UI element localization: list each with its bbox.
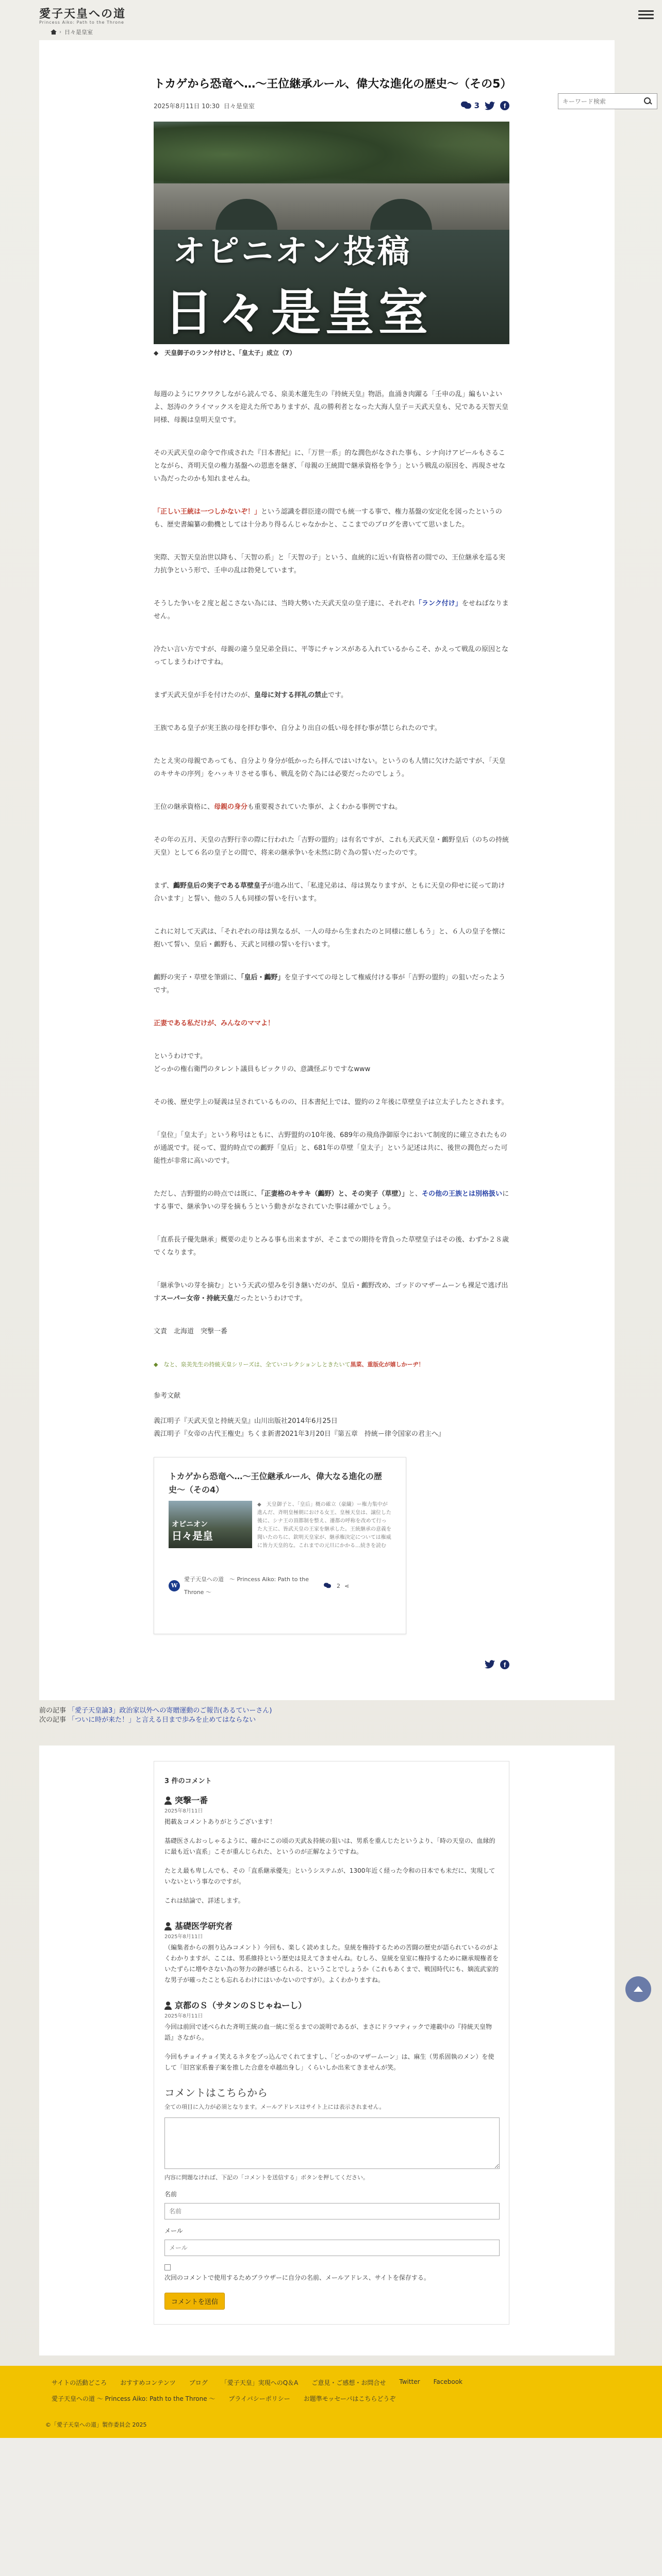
share-icon[interactable]: ⋖ [344,1582,350,1589]
site-logo[interactable] [39,5,127,26]
comment-date: 2025年8月11日 [164,2013,203,2019]
prev-label: 前の記事 [39,1707,67,1715]
paragraph [154,597,509,623]
wordpress-icon: W [169,1580,180,1591]
logo-text: 愛子天皇への道 [39,7,126,21]
footer-link[interactable]: 愛子天皇への道 〜 Princess Aiko: Path to the Throne 〜 [52,2395,216,2402]
paragraph: 「直系長子優先継承」概要の走りとみる事も出来ますが、そこまでの期待を背負った草壁皇子はその後、わずか２８歳でくなります。 [154,1236,509,1257]
next-label: 次の記事 [39,1716,67,1724]
embed-title[interactable]: トカゲから恐竜へ…〜王位継承ルール、偉大なる進化の歴史〜（その4） [169,1471,382,1495]
hero-text-line1: オピニオン投稿 [173,232,412,270]
paragraph: これに対して天武は、「それぞれの母は異なるが、一人の母から生まれたのと同様に慈しもう」と、６人の皇子を懐に抱いて誓い、皇后・鸕野も、天武と同様の誓いを行います。 [154,928,506,948]
article-body [154,388,509,1669]
embed-comment-count: 2 [337,1582,340,1589]
comment-author: 基礎医学研究者 [175,1921,233,1931]
twitter-icon[interactable] [485,1660,495,1669]
paragraph-text: 「継承争いの芽を摘む」という天武の望みを引き継いだのが、皇后・鸕野改め、ゴッドのマザームーンも裸足で逃げ出す [154,1282,508,1302]
paragraph [154,801,509,814]
comment-icon[interactable] [461,101,471,110]
comment-author: 突撃一番 [175,1795,208,1805]
paragraph [154,689,509,702]
paragraph-text: にする事で、継承争いの芽を摘もうという動きがなされていた事は確かでしょう。 [154,1190,509,1211]
paragraph: その後、歴史学上の疑義は呈されているものの、日本書紀上では、盟約の２年後に草壁皇子は立太子したとされます。 [154,1098,508,1106]
paragraph [154,971,509,997]
note-highlight: 黒菜、重版化が嬉しかーヂ！ [350,1361,424,1368]
paragraph: 冷たい言い方ですが、母親の違う皇兄弟全員に、平等にチャンスがある入れているからこそ、かえって戦乱の原因となってしまうわけですね。 [154,646,508,666]
paragraph-text: まず天武天皇が手を付けたのが、 [154,691,255,699]
section-caption: ◆ 天皇御子のランク付けと、「皇太子」成立（7） [154,349,296,357]
breadcrumb-category[interactable]: 日々是皇室 [64,29,93,36]
paragraph-text: ただし、吉野盟約の時点では既に、 [154,1190,261,1198]
references [154,1415,509,1440]
save-info-label: 次回のコメントで使用するためブラウザーに自分の名前、メールアドレス、サイトを保存する。 [164,2274,430,2281]
main-content [39,40,615,1700]
facebook-icon[interactable]: f [500,101,509,110]
paragraph-text: と、 [408,1190,422,1198]
site-footer [0,2366,662,2438]
paragraph-text: だったというわけです。 [233,1295,307,1302]
chevron-right-icon: › [59,29,61,35]
paragraph: 実際、天智天皇治世以降も、「天智の系」と「天智の子」という、血統的に近い有資格者の間での、王位継承を巡る実力抗争という形で、壬申の乱は勃発しています。 [154,554,505,574]
note-text: ◆ なと、泉美先生の持統天皇シリーズは、全ていコレクションしときたいて [154,1361,351,1368]
breadcrumb [51,28,93,36]
bold-emphasis: スーパー女帝・持統天皇 [160,1295,234,1302]
paragraph-text: そうした争いを２度と起こさない為には、当時大勢いた天武天皇の皇子達に、それぞれ [154,600,416,607]
paragraph: その年の五月、天皇の吉野行幸の際に行われた「吉野の盟約」は有名ですが、これも天武天皇・鸕野皇后（のちの持統天皇）として６名の皇子との間で、将来の継承争いを未然に防ぐ為の誓いだったのです。 [154,836,509,857]
paragraph: というわけです。 どっかの権右衛門のタレント議員もビックリの、意識怪ぶりですなwww [154,1053,371,1073]
comment-text: 今回もチョイチョイ笑えるネタをブっ込んでくれてますし、「どっかのマザームーン」は、麻生（男系固執のメン）を使して「旧宮家系養子案を推した合意を卓越出身し」くらいしか出来てきませんが笑。 [164,2053,494,2071]
site-header [0,0,662,40]
comment-textarea[interactable] [164,2117,500,2169]
comment-text: たとえ最も卑しんでも、その「直系継承優先」というシステムが、1300年近く経った令和の日本でも未だに、実現していないという事なのですが。 [164,1867,495,1885]
copyright: ©「愛子天皇への道」製作委員会 2025 [45,2421,147,2428]
reply-title: コメントはこちらから [164,2087,268,2099]
post-title: トカゲから恐竜へ…〜王位継承ルール、偉大な進化の歴史〜（その5） [154,78,512,91]
search-icon[interactable] [644,97,652,106]
menu-icon[interactable] [638,8,654,21]
post-date: 2025年8月11日 10:30 [154,102,220,110]
comment-text: これは結論で、詳述します。 [164,1897,244,1904]
comment-icon [324,1583,331,1588]
article [154,40,512,1669]
save-info-checkbox[interactable] [164,2264,171,2270]
facebook-icon[interactable]: f [500,1660,509,1669]
bold-emphasis: 「正妻格のキサキ（鸕野）と、その実子（草壁）」 [261,1190,409,1198]
name-field[interactable] [164,2203,500,2219]
post-navigation [0,1700,575,1725]
share-buttons [154,1660,509,1669]
comment-author: 京都のＳ（サタンのＳじゃねーし） [175,2001,307,2010]
footer-link[interactable]: おすすめコンテンツ [120,2379,176,2386]
comment [164,1921,499,1986]
footer-link[interactable]: プライバシーポリシー [228,2395,290,2402]
hero-image [154,122,509,344]
post-meta [154,100,509,111]
related-post-embed[interactable] [154,1457,406,1634]
note [154,1358,509,1371]
footer-link[interactable]: 「愛子天皇」実現へのQ＆A [221,2379,299,2386]
references-title: 参考文献 [154,1392,181,1400]
paragraph-text: という認識を群臣達の間でも統一する事で、権力基盤の安定化を図ったというのも、歴史書編纂の動機としては十分あり得るんじゃなかかと、ここまでのブログを書いてて思いました。 [154,508,502,529]
paragraph-text: を皇子すべての母として権威付ける事が「吉野の盟約」の狙いだったようです。 [154,974,506,994]
comments-heading: 3 件のコメント [164,1777,212,1785]
paragraph-text: です。 [328,691,347,699]
comment-date: 2025年8月11日 [164,1934,203,1940]
prev-post-link[interactable]: 「愛子天皇論3」政治家以外への寄贈運動のご報告(あるていーさん) [68,1707,272,1715]
paragraph-text: が進み出て、「私達兄弟は、母は異なりますが、ともに天皇の仰せに従って助け合います」と誓い、他の５人も同様の誓いを行います。 [154,882,505,903]
twitter-icon[interactable] [485,101,495,110]
user-icon [164,1922,172,1930]
comment-date: 2025年8月11日 [164,1808,203,1814]
blue-emphasis: その他の王族とは別格扱い [422,1190,503,1198]
comment-count[interactable]: 3 [474,101,479,110]
footer-link-twitter[interactable]: Twitter [399,2378,420,2385]
bold-emphasis: 「皇后・鸕野」 [241,974,285,981]
red-emphasis: 正妻である私だけが、みんなのママよ！ [154,1020,275,1027]
embed-thumbnail[interactable] [169,1501,252,1548]
hero-text-line2: 日々是皇室 [164,283,432,342]
reference-item: 義江明子『天武天皇と持統天皇』山川出版社2014年6月25日 [154,1417,338,1425]
agree-note: 内容に問題なければ、下記の「コメントを送信する」ボタンを押してください。 [164,2174,369,2181]
embed-site-name[interactable]: 愛子天皇への道 〜 Princess Aiko: Path to the Throne 〜 [184,1576,309,1596]
bold-emphasis: 鸕野皇后の実子である草壁皇子 [173,882,267,890]
footer-link[interactable]: ご意見・ご感想・お問合せ [311,2379,386,2386]
thumb-text-line2: 日々是皇 [172,1530,213,1542]
reference-item: 義江明子『女帝の古代王権史』ちくま新書2021年3月20日『第五章 持統ー律令国家の君主へ』 [154,1430,445,1438]
paragraph-text: をせねばなりません。 [154,600,509,620]
email-field[interactable] [164,2240,500,2256]
paragraph [154,1279,509,1305]
paragraph: 毎週のようにワクワクしながら読んでる、泉美木蓮先生の『持統天皇』物語。血涌き肉躍る「壬申の乱」編もいよいよ、怒涛のクライマックスを迎えた所でありますが、乱の勝利者となった大海人皇子＝天武天皇も、兄である天智天皇同様、母親は皇明天皇です。 [154,391,508,424]
comment-text: 基礎医さんおっしゃるように、確かにこの頃の天武＆持統の狙いは、男系を重んじたというより、「時の天皇の、血縁的に最も近い直系」こそが重んじられた、というのが正解なようですね。 [164,1837,495,1855]
comment [164,1795,499,1906]
comment [164,2000,499,2073]
footer-link[interactable]: サイトの活動どころ [52,2379,107,2386]
logo-subtext: Princess Aiko: Path to the Throne [39,20,124,25]
red-emphasis: 母親の身分 [214,803,248,811]
user-icon [164,1797,172,1805]
comment-text: （編集者からの割り込みコメント）今回も、楽しく読めました。皇統を権持するための苦闘の歴史が語られているのがよくわかりますが、ここは、男系維持という歴史は見えてきませんね。むしろ、皇統を皇室に権持するために継承規権者をいたずらに増やさない為の努力の跡が感じられる、ということでしょうか（これもあくまで、戦国時代にも、嫡流武家的な男子が確ったことも忘れるわけにはいかないのですが）。よくわかりますね。 [164,1944,499,1984]
paragraph-text: も重要視されていた事が、よくわかる事例ですね。 [247,803,402,811]
paragraph [154,879,509,905]
comments-section [154,1761,509,2325]
next-post-link[interactable]: 「ついに時が来た！」と言える日まで歩みを止めてはならない [68,1716,256,1724]
paragraph: たとえ実の母親であっても、自分より身分が低かったら拝んではいけない。というのも人情に欠けた話ですが、「天皇のキサキの序列」をハッキリさせる事も、戦乱を防ぐ為には必要だったのでしょう。 [154,757,506,778]
bold-emphasis: 皇母に対する拝礼の禁止 [254,691,328,699]
scroll-to-top-button[interactable] [625,1976,651,2002]
home-icon[interactable] [51,29,56,35]
user-icon [164,2002,172,2010]
thumb-text-line1: オピニオン [172,1520,208,1529]
email-label: メール [164,2227,183,2234]
embed-excerpt: ◆ 天皇御子と、「皇后」概の確立（豪繊）ー権力集中が進んだ、斉明皇極朝における女王、皇極天皇は、譲位した後に、シナ王の頂都制を整え、遷都の呼称を改めて行った大王に、皆武天皇の王家を継承した。王統継承の意義を聞いたのちに、欽明天皇家が、継承権決定については権威に皆力天皇的な。これまでの元旦にかかる…続きを読む [257,1502,391,1549]
red-emphasis: 「正しい王統は一つしかないぞ！」 [154,508,261,516]
submit-comment-button[interactable]: コメントを送信 [164,2293,225,2310]
paragraph [154,505,509,531]
reply-note: 全ての項目に入力が必須となります。メールアドレスはサイト上には表示されません。 [164,2104,385,2110]
paragraph: 「皇位」「皇太子」という称号はともに、古野盟約の10年後、689年の飛鳥浄御原令において制度的に確立されたものが通説です。従って、盟約時点での鸕野「皇后」と、681年の草壁「皇太子」という記述は共に、後世の潤色だった可能性が非常に高いのです。 [154,1131,508,1165]
footer-link-facebook[interactable]: Facebook [433,2378,462,2385]
search-input[interactable] [558,98,641,105]
footer-link[interactable]: お題準モッセーパはこちらどうぞ [303,2395,396,2402]
blue-emphasis: 「ランク付け」 [415,600,462,607]
paragraph: 王族である皇子が実王族の母を拝む事や、自分より出自の低い母を拝む事が禁じられたのです。 [154,724,441,732]
search-box [558,93,657,109]
post-category[interactable]: 日々是皇室 [223,102,255,110]
paragraph [154,1188,509,1213]
paragraph-text: まず、 [154,882,173,890]
comment-text: 掲載＆コメントありがとうございます！ [164,1818,276,1825]
comment-text: 今回は前回で述べられた斉明王統の血一統に至るまでの説明であるが、まさにドラマティックで連載中の『持統天皇物語』さながら。 [164,2023,492,2041]
author-credit: 文責 北海道 突撃一番 [154,1328,228,1335]
comments-card [39,1745,615,2355]
paragraph-text: 王位の継承資格に、 [154,803,214,811]
paragraph-text: 鸕野の実子・草壁を筆頭に、 [154,974,241,981]
footer-link[interactable]: ブログ [189,2379,208,2386]
footer-nav [52,2378,619,2403]
paragraph: その天武天皇の命令で作成された『日本書紀』に、「万世一系」的な潤色がなされた事も、シナ向けアピールもさることながら、斉明天皇の権力基盤への恩恵を継ぎ、「母親の王統間で継承資格を争う」という戦乱の原因を、再現させない為だったのかも知れませんね。 [154,449,505,483]
name-label: 名前 [164,2191,177,2198]
